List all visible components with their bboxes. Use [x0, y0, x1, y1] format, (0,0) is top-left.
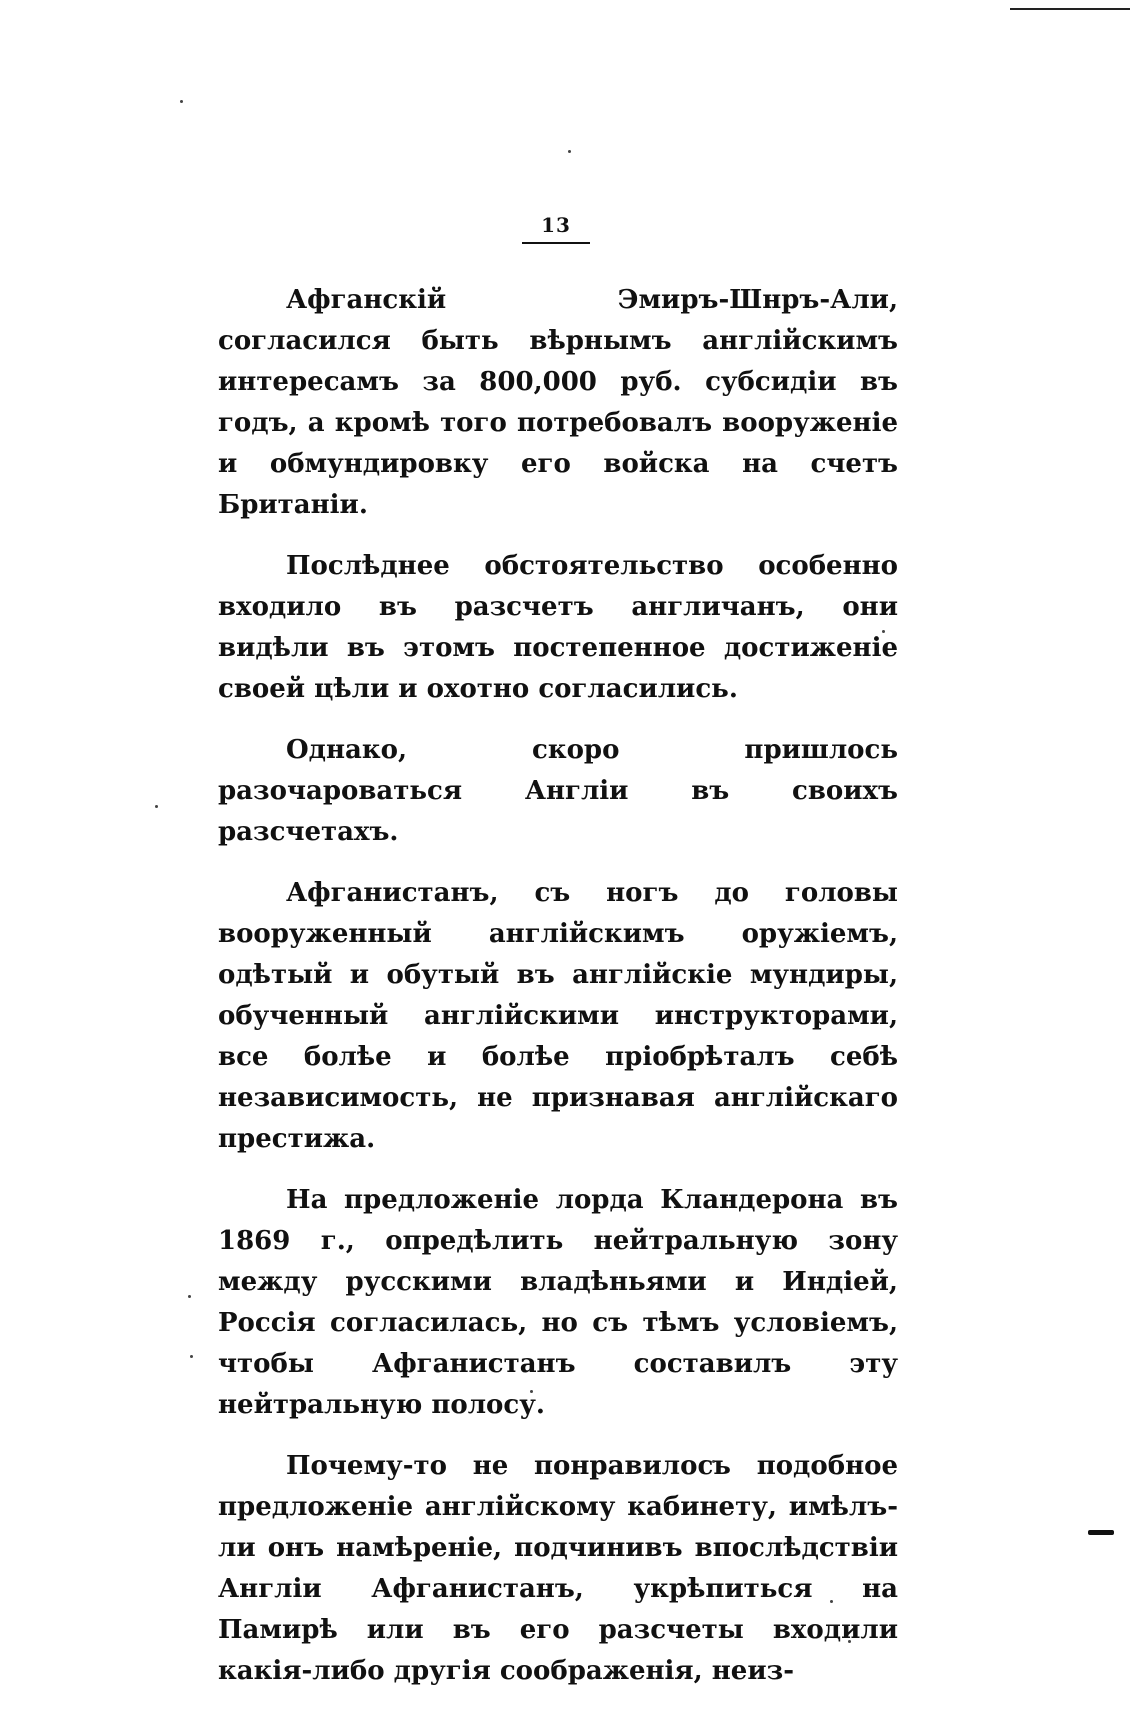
scan-speck [568, 150, 571, 153]
scan-edge-rule [1010, 8, 1130, 10]
paragraph: Почему-то не понравилось подобное предложеніе англійскому кабинету, имѣлъ-ли онъ намѣреніе, подчинивъ впослѣдствіи Англіи Афганистанъ, укрѣпиться на Памирѣ или въ его разсчеты входили какія-либо другія соображенія, неиз- [218, 1451, 898, 1686]
paragraph: Послѣднее обстоятельство особенно входило въ разсчетъ англичанъ, они видѣли въ этомъ постепенное достиженіе своей цѣли и охотно согласились. [218, 551, 898, 704]
paragraph: На предложеніе лорда Кландерона въ 1869 г., опредѣлить нейтральную зону между русскими владѣньями и Индіей, Россія согласилась, но съ тѣмъ условіемъ, чтобы Афганистанъ составилъ эту нейтральную полосу. [218, 1185, 898, 1420]
page-header [520, 212, 592, 244]
body-text [218, 280, 898, 1712]
scan-speck [155, 805, 158, 808]
scan-margin-mark [1088, 1530, 1114, 1535]
scan-speck [180, 100, 183, 103]
page-number-rule [522, 242, 590, 244]
paragraph: Однако, скоро пришлось разочароваться Англіи въ своихъ разсчетахъ. [218, 735, 898, 847]
paragraph: Афганистанъ, съ ногъ до головы вооруженный англійскимъ оружіемъ, одѣтый и обутый въ англійскіе мундиры, обученный англійскими инструкторами, все болѣе и болѣе пріобрѣталъ себѣ независимость, не признавая англійскаго престижа. [218, 878, 898, 1154]
scan-speck [188, 1295, 191, 1298]
paragraph: Афганскій Эмиръ-Шнръ-Али, согласился быть вѣрнымъ англійскимъ интересамъ за 800,000 руб. субсидіи въ годъ, а кромѣ того потребовалъ вооруженіе и обмундировку его войска на счетъ Британіи. [218, 285, 898, 520]
page-number: 13 [541, 213, 571, 237]
scan-speck [190, 1355, 193, 1358]
